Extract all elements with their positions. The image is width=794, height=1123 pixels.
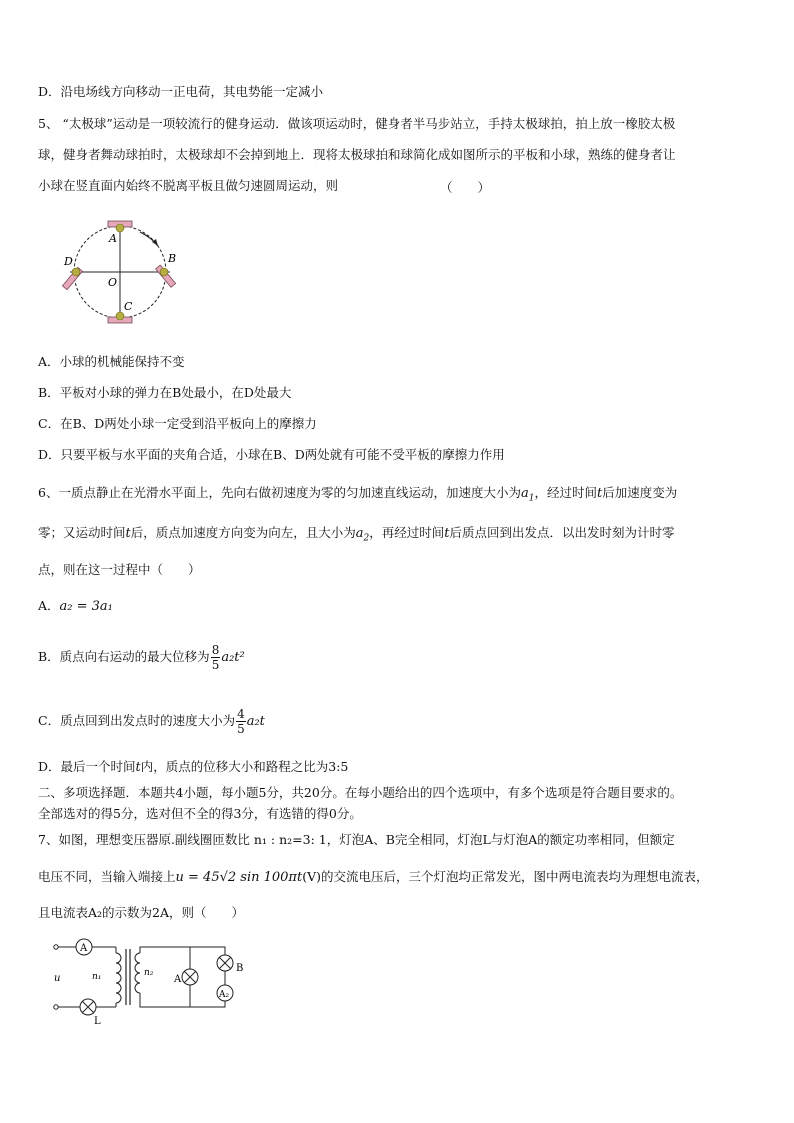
q6-option-b: B．质点向右运动的最大位移为 $\frac{8}{5}$ a₂t² [38,643,245,672]
section2-instructions-line2: 全部选对的得5分，选对但不全的得3分，有选错的得0分。 [38,806,362,821]
fraction-8-5: $\frac{8}{5}$ [211,643,220,672]
q7-stem-line2: 电压不同，当输入端接上u = 45√2 sin 100πt(V)的交流电压后，三个灯泡均正常发光，图中两电流表均为理想电流表， [38,869,709,885]
svg-text:u: u [54,973,61,984]
q6-option-a: A．a₂ = 3a₁ [38,598,113,614]
q6-option-c: C．质点回到出发点时的速度大小为 $\frac{4}{5}$ a₂t [38,707,265,736]
q6-stem-line1: 6、一质点静止在光滑水平面上，先向右做初速度为零的匀加速直线运动，加速度大小为$a_1$，经过时间t后加速度变为 [38,485,678,504]
svg-text:n₂: n₂ [144,968,154,978]
q7-transformer-circuit [50,935,260,1025]
label-d: D [64,255,73,268]
q5-answer-paren: （ ） [440,180,491,195]
primary-coil [116,953,121,1003]
q6-stem-line2: 零；又运动时间t后，质点加速度方向变为向左，且大小为$a_2$，再经过时间t后质点回到出发点．以出发时刻为计时零 [38,525,675,544]
svg-text:A₂: A₂ [219,990,230,1000]
q6-stem-line3: 点，则在这一过程中（ ） [38,562,201,577]
label-c: C [124,300,133,313]
input-terminal-top [54,945,58,949]
q5-stem-line2: 球，健身者舞动球拍时，太极球却不会掉到地上．现将太极球拍和球简化成如图所示的平板和小球，熟练的健身者让 [38,147,676,162]
q5-taiji-figure [54,218,194,330]
svg-text:B: B [236,963,244,974]
q5-stem-line3: 小球在竖直面内始终不脱离平板且做匀速圆周运动，则 [38,178,339,193]
ball-d [72,268,80,276]
svg-text:A: A [80,943,88,954]
q5-stem-line1: 5、 “太极球”运动是一项较流行的健身运动．做该项运动时，健身者半马步站立，手持太极球拍，拍上放一橡胶太极 [38,116,676,131]
q5-option-a: A．小球的机械能保持不变 [38,354,185,369]
secondary-coil [135,953,140,993]
ball-a [116,224,124,232]
q5-option-b: B．平板对小球的弹力在B处最小，在D处最大 [38,385,292,400]
svg-text:L: L [94,1016,101,1025]
q5-option-d: D．只要平板与水平面的夹角合适，小球在B、D两处就有可能不受平板的摩擦力作用 [38,447,505,462]
input-terminal-bottom [54,1005,58,1009]
svg-text:n₁: n₁ [92,972,102,982]
ball-c [116,312,124,320]
q7-stem-line1: 7、如图，理想变压器原.副线圈匝数比 n₁ : n₂=3: 1，灯泡A、B完全相同，灯泡L与灯泡A的额定功率相同，但额定 [38,832,675,847]
q7-stem-line3: 且电流表A₂的示数为2A，则（ ） [38,905,245,920]
svg-text:A: A [174,974,182,985]
q5-option-c: C．在B、D两处小球一定受到沿平板向上的摩擦力 [38,416,317,431]
q4-option-d: D．沿电场线方向移动一正电荷，其电势能一定减小 [38,84,324,99]
section2-instructions-line1: 二、多项选择题．本题共4小题，每小题5分，共20分。在每小题给出的四个选项中，有多个选项是符合题目要求的。 [38,785,683,800]
label-b: B [168,252,177,265]
label-o: O [108,276,118,289]
fraction-4-5: $\frac{4}{5}$ [237,707,245,736]
label-a: A [109,232,117,245]
q6-option-d: D．最后一个时间t内，质点的位移大小和路程之比为3:5 [38,759,349,775]
ball-b [160,268,168,276]
